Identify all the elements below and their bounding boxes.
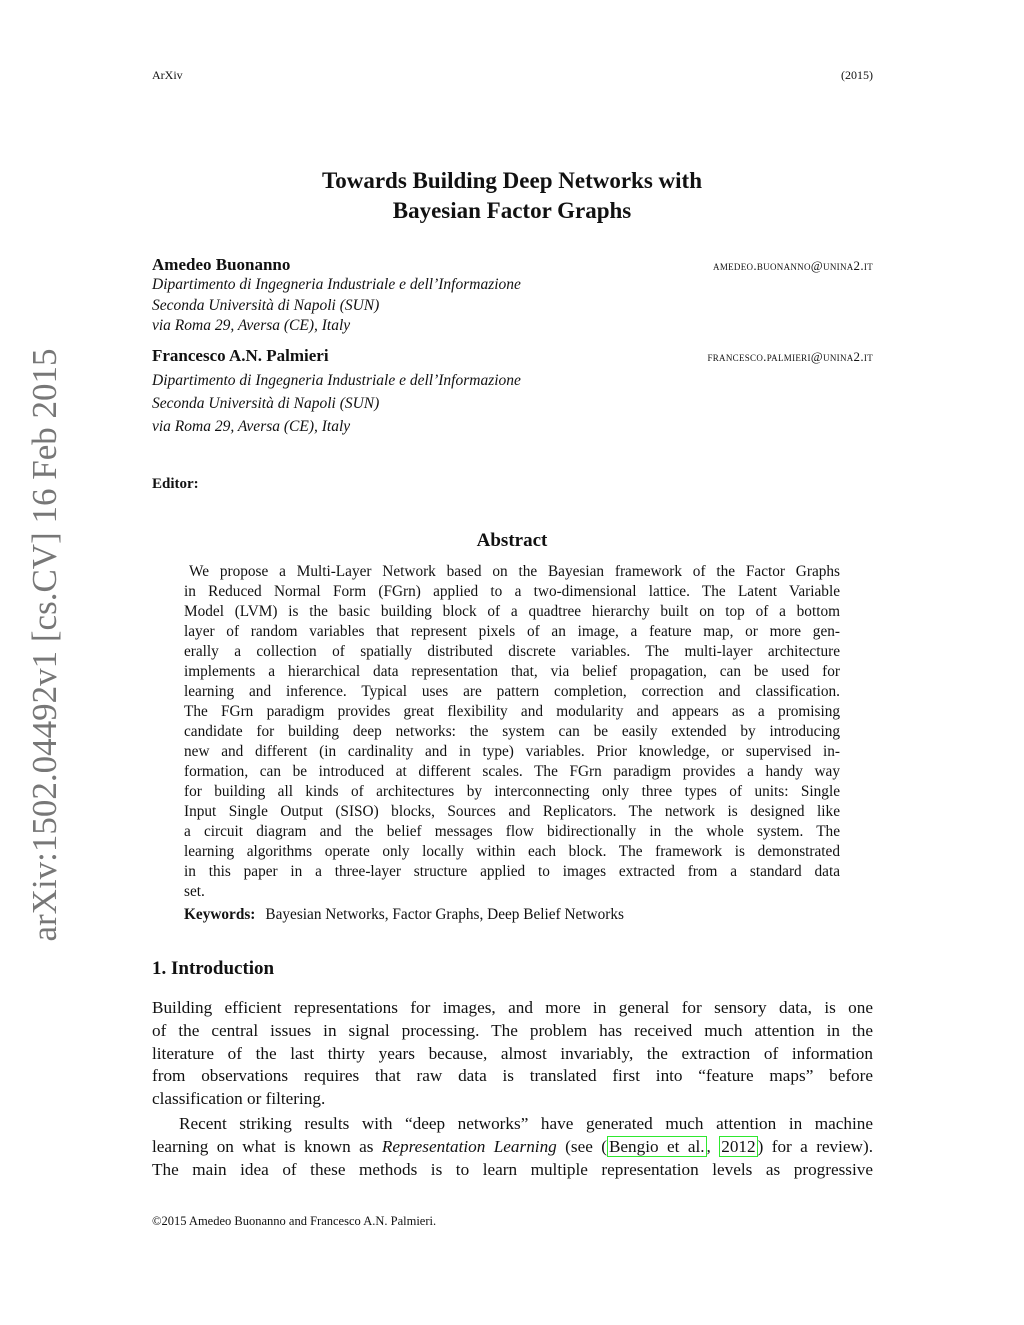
author-affiliation — [152, 275, 521, 337]
abstract-body — [184, 562, 840, 902]
affiliation-line: Dipartimento di Ingegneria Industriale e dell’Informazione — [152, 276, 521, 293]
text-span: ) for a review). — [757, 1136, 873, 1156]
affiliation-line: via Roma 29, Aversa (CE), Italy — [152, 317, 351, 334]
text-line: in Reduced Normal Form (FGrn) applied to a two-dimensional lattice. The Latent Variable — [184, 583, 840, 600]
intro-paragraph-1 — [152, 997, 873, 1111]
text-line: new and different (in cardinality and in type) variables. Prior knowledge, or supervised in- — [184, 743, 840, 760]
text-span: , — [706, 1136, 720, 1156]
text-line: Recent striking results with “deep networks” have generated much attention in machine — [179, 1114, 873, 1133]
text-span: (see ( — [556, 1136, 607, 1156]
text-line: of the central issues in signal processing. The problem has received much attention in the — [152, 1020, 873, 1040]
citation-link-year[interactable]: 2012 — [721, 1136, 756, 1156]
text-line: Building efficient representations for images, and more in general for sensory data, is one — [152, 998, 873, 1017]
text-line: a circuit diagram and the belief messages flow bidirectionally in the whole system. The — [184, 823, 840, 840]
text-line: classification or filtering. — [152, 1089, 326, 1109]
author-affiliation — [152, 369, 521, 438]
author-name: Francesco A.N. Palmieri — [152, 346, 329, 365]
text-line: for building all kinds of architectures by interconnecting only three types of units: Single — [184, 783, 840, 800]
title-line: Towards Building Deep Networks with — [322, 168, 702, 193]
text-line: layer of random variables that represent pixels of an image, a feature map, or more gen- — [184, 623, 840, 640]
text-line: candidate for building deep networks: the system can be easily extended by introducing — [184, 723, 840, 740]
keywords — [184, 906, 624, 924]
text-line: We propose a Multi-Layer Network based on the Bayesian framework of the Factor Graphs — [189, 563, 840, 580]
arxiv-sidebar-stamp: arXiv:1502.04492v1 [cs.CV] 16 Feb 2015 — [25, 348, 64, 942]
text-span: learning on what is known as — [152, 1136, 382, 1156]
text-line: implements a hierarchical data representation that, via belief propagation, can be used for — [184, 663, 840, 680]
abstract-heading: Abstract — [476, 530, 548, 551]
text-line: The FGrn paradigm provides great flexibility and modularity and appears as a promising — [184, 703, 840, 720]
affiliation-line: Seconda Università di Napoli (SUN) — [152, 395, 380, 412]
text-line: set. — [184, 883, 205, 900]
running-header-right: (2015) — [841, 68, 873, 82]
emphasis-text: Representation Learning — [381, 1136, 557, 1156]
affiliation-line: via Roma 29, Aversa (CE), Italy — [152, 418, 351, 435]
text-line: learning algorithms operate only locally within each block. The framework is demonstrated — [184, 843, 840, 860]
intro-paragraph-2 — [152, 1113, 873, 1181]
text-line: from observations requires that raw data is translated first into “feature maps” before — [152, 1066, 873, 1086]
running-header-left: ArXiv — [152, 68, 183, 82]
text-line: in this paper in a three-layer structure applied to images extracted from a standard data — [184, 863, 840, 880]
keywords-text: Bayesian Networks, Factor Graphs, Deep Belief Networks — [265, 906, 624, 923]
text-line: Model (LVM) is the basic building block of a quadtree hierarchy built on top of a bottom — [184, 603, 840, 620]
copyright-footer: ©2015 Amedeo Buonanno and Francesco A.N. Palmieri. — [152, 1214, 437, 1228]
keywords-label: Keywords: — [184, 906, 256, 923]
text-line: Input Single Output (SISO) blocks, Sources and Replicators. The network is designed like — [184, 803, 840, 820]
editor-label: Editor: — [152, 476, 199, 492]
title-line: Bayesian Factor Graphs — [392, 198, 632, 223]
text-line: The main idea of these methods is to learn multiple representation levels as progressive — [152, 1159, 873, 1179]
text-line: formation, can be introduced at different scales. The FGrn paradigm provides a handy way — [184, 763, 840, 780]
author-email[interactable]: francesco.palmieri@unina2.it — [707, 349, 873, 364]
paper-title — [0, 166, 1024, 226]
citation-link-author[interactable]: Bengio et al. — [608, 1136, 705, 1156]
text-line — [152, 1136, 873, 1159]
section-heading: 1. Introduction — [152, 958, 275, 979]
author-name: Amedeo Buonanno — [152, 255, 291, 274]
text-line: literature of the last thirty years because, almost invariably, the extraction of information — [152, 1043, 873, 1063]
affiliation-line: Seconda Università di Napoli (SUN) — [152, 296, 380, 314]
text-line: learning and inference. Typical uses are pattern completion, correction and classification. — [184, 683, 840, 700]
text-line: erally a collection of spatially distributed discrete variables. The multi-layer architecture — [184, 643, 840, 660]
affiliation-line: Dipartimento di Ingegneria Industriale e dell’Informazione — [152, 372, 521, 389]
author-email[interactable]: amedeo.buonanno@unina2.it — [713, 258, 873, 273]
